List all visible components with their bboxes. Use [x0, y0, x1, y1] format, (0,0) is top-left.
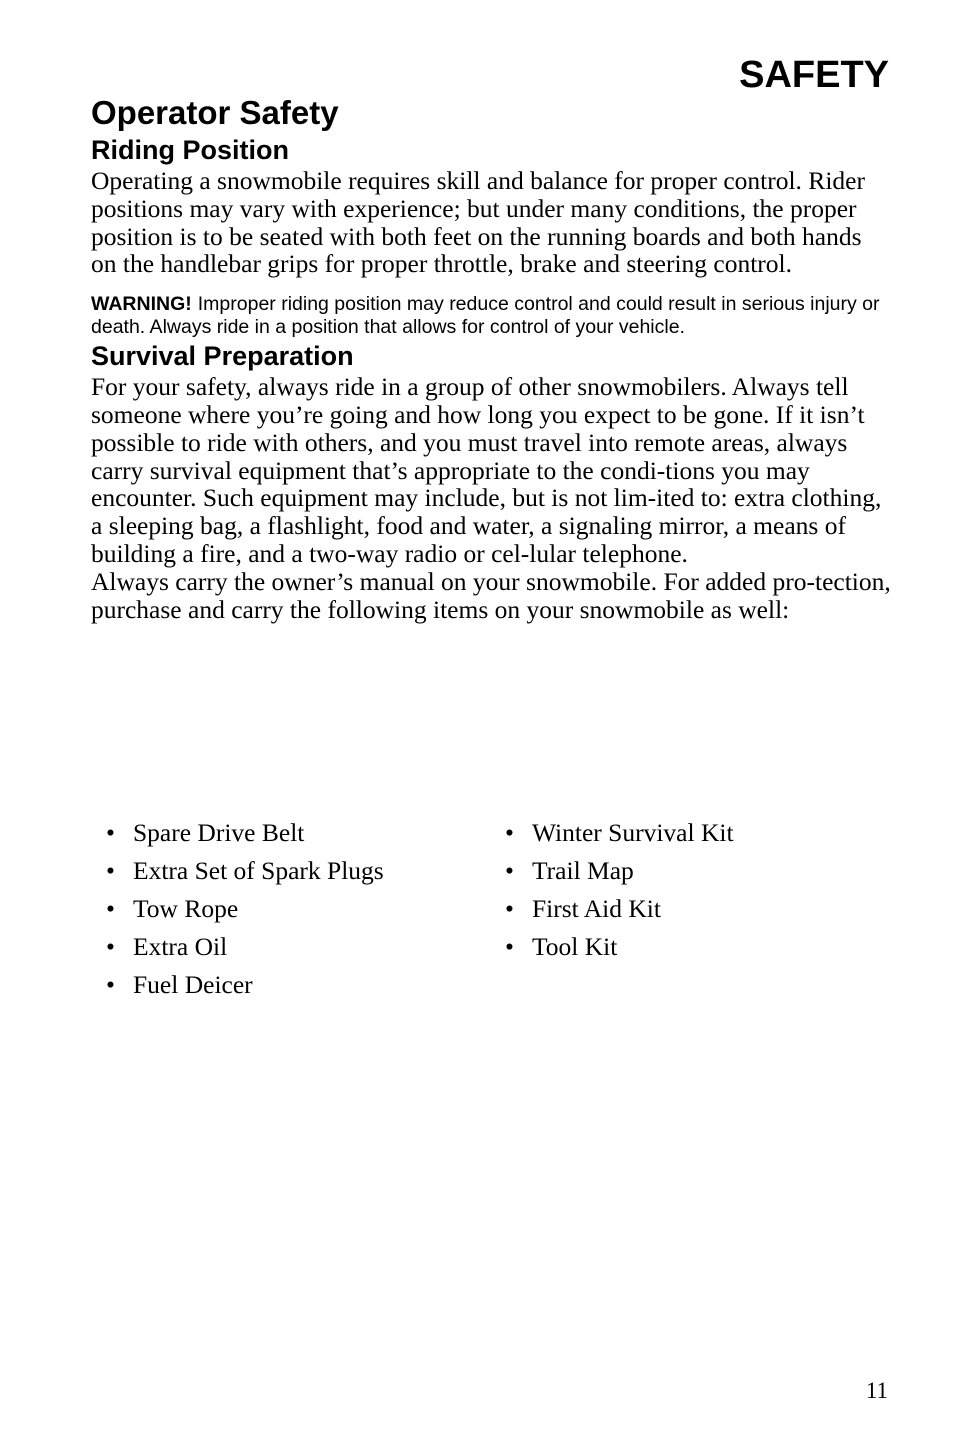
items-list-left — [106, 814, 384, 1004]
list-item-label: First Aid Kit — [532, 894, 661, 923]
list-item-label: Winter Survival Kit — [532, 818, 734, 847]
items-list — [106, 814, 806, 1014]
warning-label: WARNING! — [91, 293, 192, 316]
list-item-label: Tow Rope — [133, 894, 239, 923]
list-item — [106, 814, 384, 852]
survival-paragraph-1: For your safety, always ride in a group of other snowmobilers. Always tell someone where you’re going and how long you expect to be gone. If it isn’t possible to ride with others, and you must travel into remote areas, always carry survival equipment that’s appropriate to the condi-tions you may encounter. Such equipment may include, but is not lim-ited to: extra clothing, a sleeping bag, a flashlight, food and water, a signaling mirror, a means of building a fire, and a two-way radio or cel-lular telephone. — [91, 372, 882, 568]
list-item — [505, 928, 734, 966]
bullet: • — [505, 894, 514, 923]
list-item-label: Trail Map — [532, 856, 634, 885]
warning-notice — [91, 293, 891, 339]
list-item — [106, 852, 384, 890]
items-list-right — [505, 814, 734, 966]
bullet: • — [505, 856, 514, 885]
list-item — [106, 890, 384, 928]
riding-position-heading: Riding Position — [91, 135, 289, 165]
bullet: • — [106, 856, 115, 885]
list-item — [505, 814, 734, 852]
bullet: • — [106, 818, 115, 847]
warning-text: Improper riding position may reduce control and could result in serious injury or death. Always ride in a position that allows for control of your vehicle. — [91, 293, 880, 339]
bullet: • — [106, 932, 115, 961]
list-item — [106, 966, 384, 1004]
bullet: • — [505, 818, 514, 847]
list-item-label: Extra Set of Spark Plugs — [133, 856, 384, 885]
survival-paragraph-2: Always carry the owner’s manual on your snowmobile. For added pro-tection, purchase and carry the following items on your snowmobile as well: — [91, 566, 891, 624]
survival-preparation-heading: Survival Preparation — [91, 341, 354, 372]
list-item — [505, 890, 734, 928]
bullet: • — [505, 932, 514, 961]
riding-position-paragraph: Operating a snowmobile requires skill and balance for proper control. Rider positions may vary with experience; but under many conditions, the proper position is to be seated with both feet on the running boards and both hands on the handlebar grips for proper throttle, brake and steering control. — [91, 166, 865, 279]
page-content — [91, 93, 891, 623]
page-number: 11 — [865, 1378, 888, 1403]
list-item-label: Spare Drive Belt — [133, 818, 305, 847]
bullet: • — [106, 894, 115, 923]
list-item-label: Fuel Deicer — [133, 970, 253, 999]
list-item — [106, 928, 384, 966]
list-item — [505, 852, 734, 890]
list-item-label: Extra Oil — [133, 932, 228, 961]
section-title: SAFETY — [739, 54, 889, 96]
bullet: • — [106, 970, 115, 999]
page-title: Operator Safety — [91, 94, 339, 131]
list-item-label: Tool Kit — [532, 932, 618, 961]
